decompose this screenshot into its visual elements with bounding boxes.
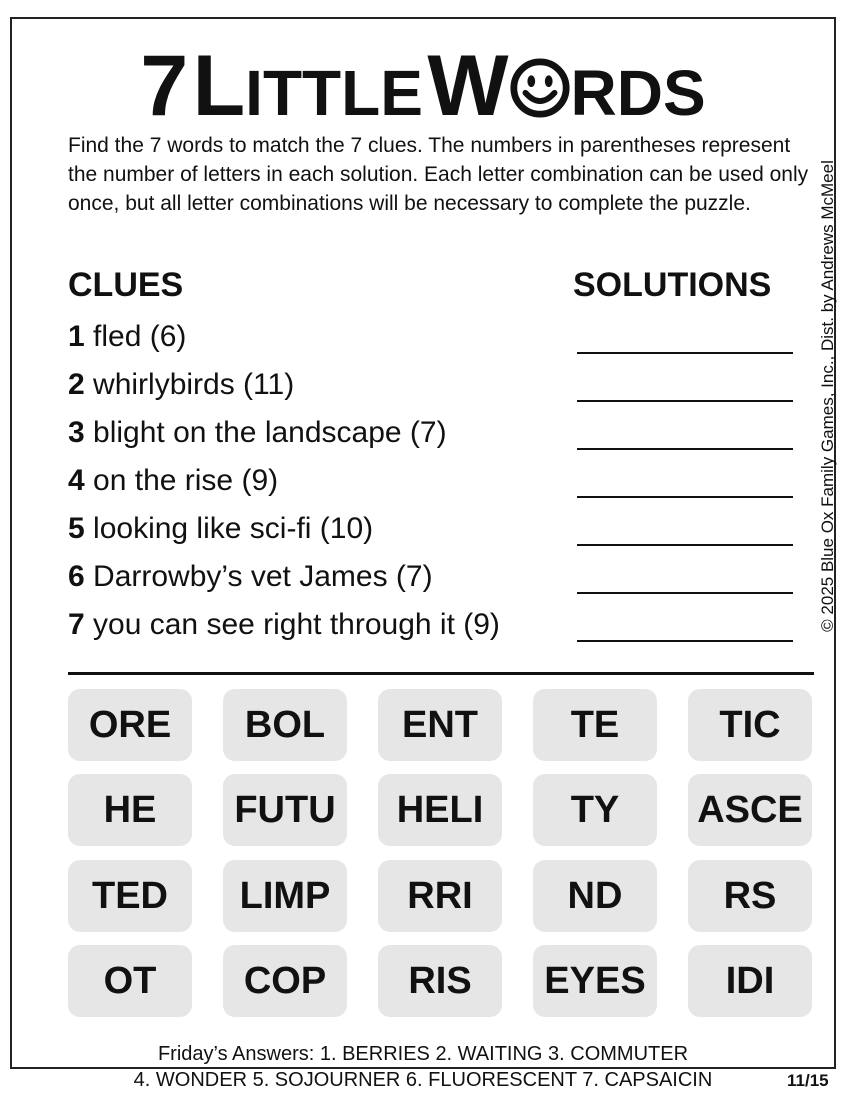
puzzle-title: [0, 36, 846, 136]
clue-number: 4: [68, 464, 85, 497]
letter-tile[interactable]: RIS: [378, 945, 502, 1017]
letter-tile[interactable]: IDI: [688, 945, 812, 1017]
clue-number: 6: [68, 560, 85, 593]
letter-tile[interactable]: ASCE: [688, 774, 812, 846]
divider: [68, 672, 814, 675]
clue-text: looking like sci-fi (10): [93, 512, 374, 545]
title-words-rest: RDS: [570, 57, 706, 129]
copyright-notice: © 2025 Blue Ox Family Games, Inc., Dist. by Andrews McMeel: [818, 160, 837, 632]
letter-tile[interactable]: EYES: [533, 945, 657, 1017]
title-little-rest: ITTLE: [245, 57, 423, 129]
clues-header: CLUES: [68, 266, 184, 304]
letter-tile[interactable]: TE: [533, 689, 657, 761]
solution-blank-7[interactable]: [577, 640, 793, 642]
clue-number: 1: [68, 320, 85, 353]
letter-tile[interactable]: ND: [533, 860, 657, 932]
solutions-header: SOLUTIONS: [573, 266, 772, 304]
title-seven: 7: [140, 38, 189, 134]
clue-text: fled (6): [93, 320, 187, 353]
title-little-initial: L: [192, 38, 246, 134]
letter-tile[interactable]: TED: [68, 860, 192, 932]
clue-text: on the rise (9): [93, 464, 279, 497]
letter-tile[interactable]: LIMP: [223, 860, 347, 932]
previous-answers-line2: 4. WONDER 5. SOJOURNER 6. FLUORESCENT 7. CAPSAICIN: [133, 1069, 713, 1091]
solution-blank-1[interactable]: [577, 352, 793, 354]
solution-blank-5[interactable]: [577, 544, 793, 546]
clue-text: blight on the landscape (7): [93, 416, 447, 449]
solution-blank-2[interactable]: [577, 400, 793, 402]
clue-number: 7: [68, 608, 85, 641]
solution-blank-6[interactable]: [577, 592, 793, 594]
letter-tile[interactable]: HELI: [378, 774, 502, 846]
clue-number: 2: [68, 368, 85, 401]
puzzle-date: 11/15: [787, 1071, 829, 1090]
letter-tile[interactable]: FUTU: [223, 774, 347, 846]
clue-3: [68, 416, 447, 450]
letter-tile[interactable]: RS: [688, 860, 812, 932]
letter-tile[interactable]: BOL: [223, 689, 347, 761]
clue-1: [68, 320, 186, 354]
letter-tile[interactable]: COP: [223, 945, 347, 1017]
clue-number: 5: [68, 512, 85, 545]
letter-tile[interactable]: RRI: [378, 860, 502, 932]
clue-5: [68, 512, 373, 546]
smiley-face-icon: [509, 57, 571, 119]
solution-blank-3[interactable]: [577, 448, 793, 450]
letter-tile[interactable]: TY: [533, 774, 657, 846]
letter-tile[interactable]: TIC: [688, 689, 812, 761]
clue-text: whirlybirds (11): [93, 368, 295, 401]
letter-tile[interactable]: HE: [68, 774, 192, 846]
instructions: Find the 7 words to match the 7 clues. The numbers in parentheses represent the number of letters in each solution. Each letter combination can be used only once, but all letter combinations will be necessary to complete the puzzle.: [68, 134, 809, 215]
solution-blank-4[interactable]: [577, 496, 793, 498]
clue-2: [68, 368, 294, 402]
clue-6: [68, 560, 433, 594]
clue-text: Darrowby’s vet James (7): [93, 560, 433, 593]
letter-tile[interactable]: OT: [68, 945, 192, 1017]
clue-text: you can see right through it (9): [93, 608, 500, 641]
letter-tile[interactable]: ORE: [68, 689, 192, 761]
clue-7: [68, 608, 500, 642]
clue-4: [68, 464, 278, 498]
letter-tile[interactable]: ENT: [378, 689, 502, 761]
title-words-initial: W: [427, 38, 509, 134]
previous-answers-line1: Friday’s Answers: 1. BERRIES 2. WAITING 3. COMMUTER: [157, 1043, 689, 1065]
clue-number: 3: [68, 416, 85, 449]
